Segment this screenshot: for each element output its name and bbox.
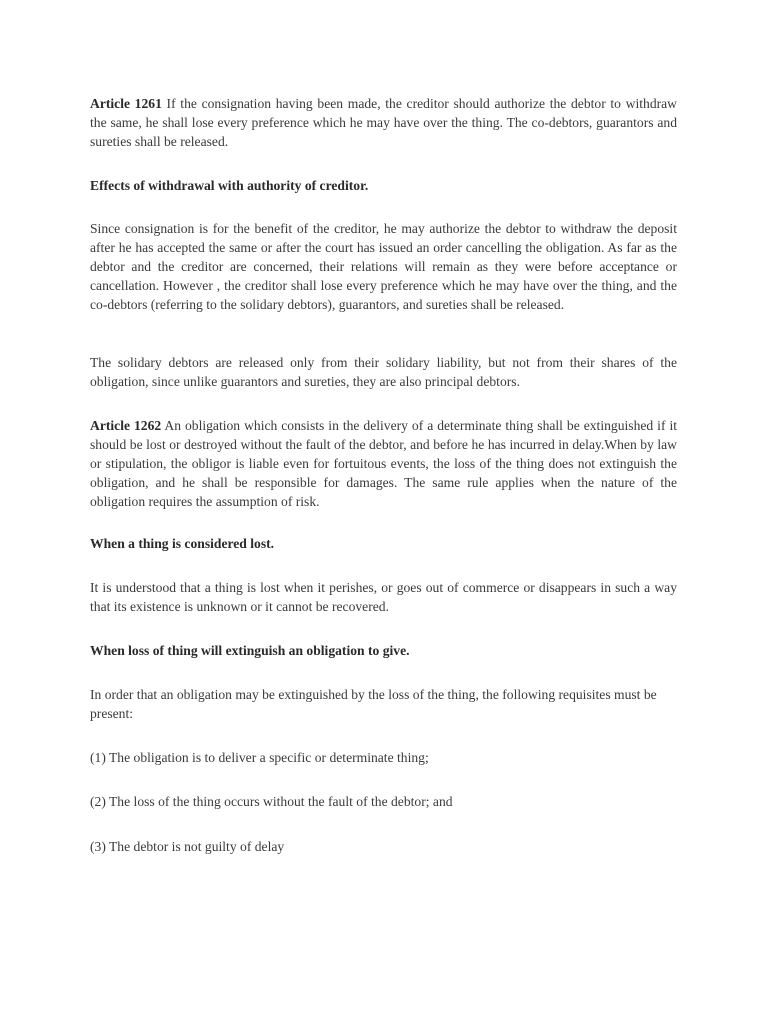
article-1262-text: An obligation which consists in the delivery of a determinate thing shall be extinguished if it should be lost or destroyed without the fault of the debtor, and before he has incurred in delay.When by law or stipulation, the obligor is liable even for fortuitous events, the loss of the thing does not extinguish the obligation, and he shall be responsible for damages. The same rule applies when the nature of the obligation requires the assumption of risk. [90,418,677,509]
paragraph-thing-lost: It is understood that a thing is lost when it perishes, or goes out of commerce or disappears in such a way that its existence is unknown or it cannot be recovered. [90,580,677,614]
article-1262-label: Article 1262 [90,418,162,433]
article-1261-label: Article 1261 [90,96,162,111]
paragraph-solidary: The solidary debtors are released only from their solidary liability, but not from their shares of the obligation, since unlike guarantors and sureties, they are also principal debtors. [90,355,677,389]
requisite-item: (3) The debtor is not guilty of delay [90,839,285,854]
requisite-item: (2) The loss of the thing occurs without the fault of the debtor; and [90,794,453,809]
article-1262-paragraph [90,416,677,511]
article-1261-text: If the consignation having been made, the creditor should authorize the debtor to withdraw the same, he shall lose every preference which he may have over the thing. The co-debtors, guarantors and sureties shall be released. [90,96,677,149]
paragraph-requisites: In order that an obligation may be extinguished by the loss of the thing, the following requisites must be present: [90,687,657,721]
heading-withdrawal: Effects of withdrawal with authority of creditor. [90,178,369,193]
requisite-item: (1) The obligation is to deliver a specific or determinate thing; [90,750,429,765]
heading-thing-lost: When a thing is considered lost. [90,536,275,551]
heading-extinguish: When loss of thing will extinguish an obligation to give. [90,643,410,658]
paragraph-withdrawal: Since consignation is for the benefit of the creditor, he may authorize the debtor to withdraw the deposit after he has accepted the same or after the court has issued an order cancelling the obligation. As far as the debtor and the creditor are concerned, their relations will remain as they were before acceptance or cancellation. However , the creditor shall lose every preference which he may have over the thing, and the co-debtors (referring to the solidary debtors), guarantors, and sureties shall be released. [90,221,677,312]
article-1261-paragraph [90,94,677,151]
